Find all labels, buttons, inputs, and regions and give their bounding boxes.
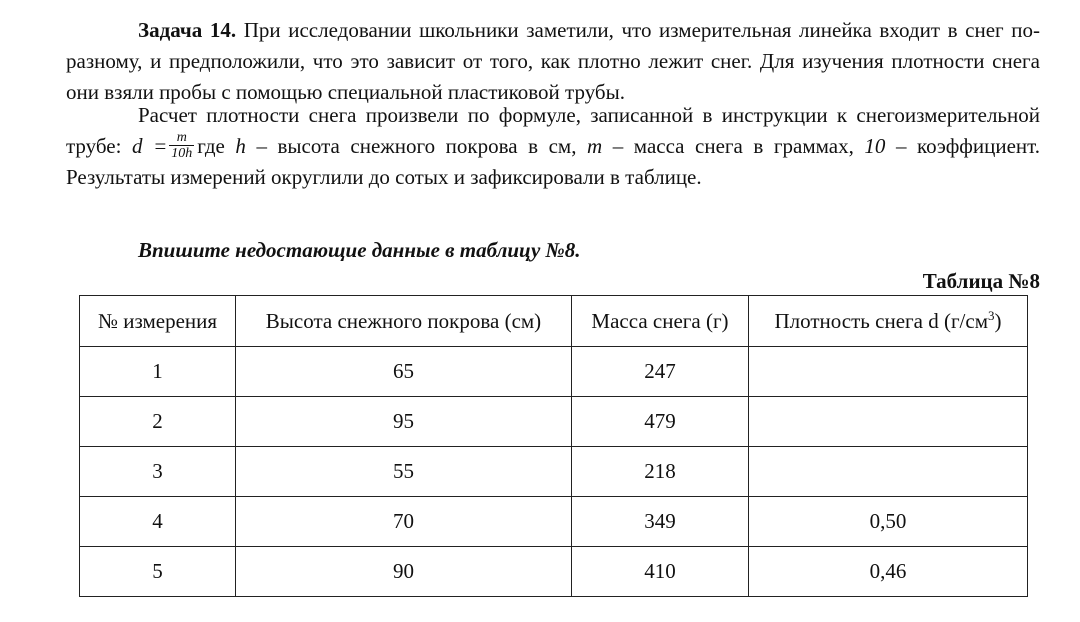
cell-mass: 218 (572, 447, 749, 497)
cell-height: 90 (236, 547, 572, 597)
cell-density[interactable] (749, 347, 1028, 397)
cell-density[interactable] (749, 447, 1028, 497)
cell-no: 5 (80, 547, 236, 597)
cell-no: 2 (80, 397, 236, 447)
formula-text-m: – масса снега в граммах, (602, 134, 865, 158)
cell-height: 65 (236, 347, 572, 397)
formula-text-where: где (197, 134, 236, 158)
cell-height: 70 (236, 497, 572, 547)
cell-mass: 349 (572, 497, 749, 547)
cell-no: 3 (80, 447, 236, 497)
cell-mass: 410 (572, 547, 749, 597)
header-snow-density (749, 296, 1028, 347)
header-snow-mass: Масса снега (г) (572, 296, 749, 347)
cell-height: 95 (236, 397, 572, 447)
cell-mass: 247 (572, 347, 749, 397)
formula-denominator: 10h (171, 145, 193, 161)
cell-no: 4 (80, 497, 236, 547)
cell-density: 0,50 (749, 497, 1028, 547)
cell-density[interactable] (749, 397, 1028, 447)
table-header-row (80, 296, 1028, 347)
table-row (80, 447, 1028, 497)
header-density-sup: 3 (988, 308, 995, 323)
task-paragraph-1 (66, 15, 1040, 108)
table-row (80, 347, 1028, 397)
task-paragraph-2 (66, 100, 1040, 193)
var-h: h (235, 134, 246, 158)
cell-no: 1 (80, 347, 236, 397)
cell-mass: 479 (572, 397, 749, 447)
task-intro-text: При исследовании школьники заметили, что измерительная линейка входит в снег по-разному, и предположили, что это зависит от того, как плотно лежит снег. Для изучения плотности снега они взяли пробы с помощью специальной пластиковой трубы. (66, 18, 1040, 104)
formula-text-coef: – коэффициент. Результаты измерений округлили до сотых и зафиксировали в таблице. (66, 134, 1041, 189)
header-snow-height: Высота снежного покрова (см) (236, 296, 572, 347)
cell-density: 0,46 (749, 547, 1028, 597)
var-m: m (587, 134, 603, 158)
formula-intro-text: Расчет плотности снега произвели по формуле, записанной в инструкции к снегоизмерительной трубе: (66, 103, 1040, 158)
measurements-table (79, 295, 1028, 597)
formula-numerator: m (169, 130, 194, 146)
cell-height: 55 (236, 447, 572, 497)
instruction-text: Впишите недостающие данные в таблицу №8. (138, 238, 581, 262)
task-label: Задача 14. (138, 18, 237, 42)
formula-lhs: d = (132, 134, 168, 158)
formula-text-h: – высота снежного покрова в см, (245, 134, 588, 158)
table-row (80, 547, 1028, 597)
header-measurement-no: № измерения (80, 296, 236, 347)
header-density-close: ) (994, 309, 1002, 333)
table-row (80, 397, 1028, 447)
table-row (80, 497, 1028, 547)
formula-fraction (169, 130, 194, 161)
header-density-text: Плотность снега d (г/см (774, 309, 988, 333)
coef-10: 10 (864, 134, 886, 158)
table-caption: Таблица №8 (922, 269, 1040, 293)
